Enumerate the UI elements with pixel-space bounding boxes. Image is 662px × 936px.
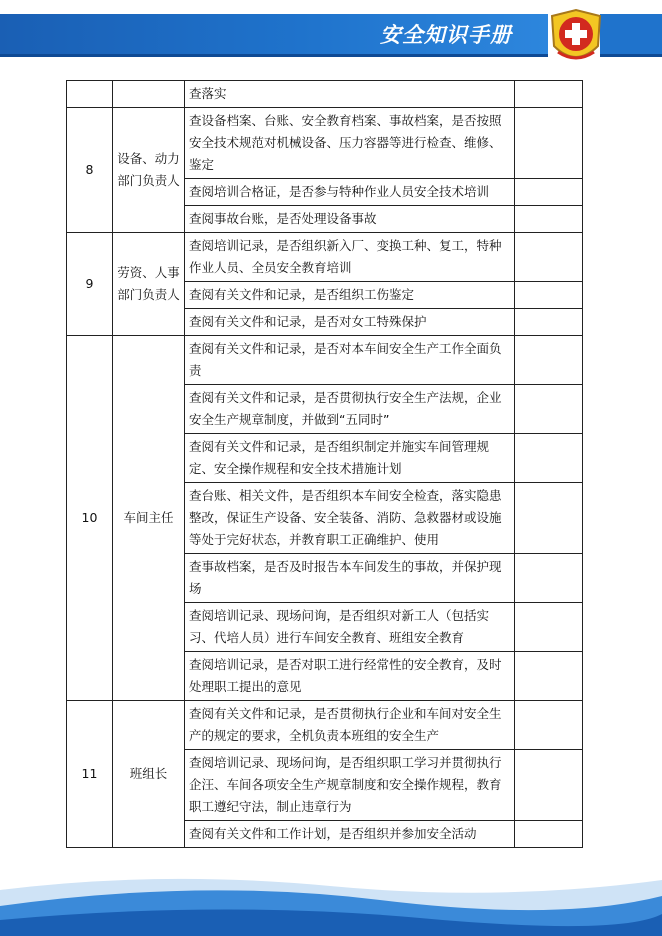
result-cell <box>515 282 583 309</box>
result-cell <box>515 309 583 336</box>
check-item-cell: 查阅有关文件和工作计划，是否组织并参加安全活动 <box>185 821 515 848</box>
check-item-cell: 查阅有关文件和记录，是否对本车间安全生产工作全面负责 <box>185 336 515 385</box>
result-cell <box>515 179 583 206</box>
result-cell <box>515 81 583 108</box>
header-title: 安全知识手册 <box>380 23 512 47</box>
result-cell <box>515 821 583 848</box>
check-item-cell: 查阅事故台账，是否处理设备事故 <box>185 206 515 233</box>
role-cell: 班组长 <box>113 701 185 848</box>
table-row <box>67 81 583 108</box>
result-cell <box>515 652 583 701</box>
result-cell <box>515 385 583 434</box>
red-cross-safety-emblem-icon <box>548 6 604 68</box>
check-item-cell: 查阅培训记录，是否组织新入厂、变换工种、复工，特种作业人员、全员安全教育培训 <box>185 233 515 282</box>
result-cell <box>515 206 583 233</box>
row-number-cell: 9 <box>67 233 113 336</box>
safety-check-table <box>66 80 583 848</box>
check-item-cell: 查落实 <box>185 81 515 108</box>
result-cell <box>515 108 583 179</box>
footer-wave <box>0 860 662 936</box>
check-item-cell: 查阅有关文件和记录，是否组织工伤鉴定 <box>185 282 515 309</box>
result-cell <box>515 233 583 282</box>
role-cell: 车间主任 <box>113 336 185 701</box>
result-cell <box>515 750 583 821</box>
check-item-cell: 查阅培训记录、现场问询，是否组织对新工人（包括实习、代培人员）进行车间安全教育、班组安全教育 <box>185 603 515 652</box>
check-item-cell: 查阅培训合格证，是否参与特种作业人员安全技术培训 <box>185 179 515 206</box>
table-row <box>67 108 583 179</box>
row-number-cell <box>67 81 113 108</box>
check-item-cell: 查阅有关文件和记录，是否对女工特殊保护 <box>185 309 515 336</box>
table-row <box>67 233 583 282</box>
row-number-cell: 11 <box>67 701 113 848</box>
check-item-cell: 查设备档案、台账、安全教育档案、事故档案，是否按照安全技术规范对机械设备、压力容器等进行检查、维修、鉴定 <box>185 108 515 179</box>
row-number-cell: 10 <box>67 336 113 701</box>
table-row <box>67 701 583 750</box>
result-cell <box>515 336 583 385</box>
check-item-cell: 查台账、相关文件，是否组织本车间安全检查，落实隐患整改，保证生产设备、安全装备、消防、急救器材或设施等处于完好状态，并教育职工正确维护、使用 <box>185 483 515 554</box>
table-row <box>67 336 583 385</box>
role-cell: 设备、动力部门负责人 <box>113 108 185 233</box>
check-item-cell: 查阅有关文件和记录，是否贯彻执行企业和车间对安全生产的规定的要求，全机负责本班组的安全生产 <box>185 701 515 750</box>
header-band-right <box>600 14 662 57</box>
row-number-cell: 8 <box>67 108 113 233</box>
role-cell: 劳资、人事部门负责人 <box>113 233 185 336</box>
result-cell <box>515 701 583 750</box>
check-item-cell: 查事故档案，是否及时报告本车间发生的事故，并保护现场 <box>185 554 515 603</box>
page-header <box>0 0 662 70</box>
result-cell <box>515 434 583 483</box>
role-cell <box>113 81 185 108</box>
result-cell <box>515 603 583 652</box>
check-item-cell: 查阅培训记录，是否对职工进行经常性的安全教育，及时处理职工提出的意见 <box>185 652 515 701</box>
check-item-cell: 查阅有关文件和记录，是否组织制定并施实车间管理规定、安全操作规程和安全技术措施计划 <box>185 434 515 483</box>
result-cell <box>515 483 583 554</box>
result-cell <box>515 554 583 603</box>
check-item-cell: 查阅培训记录、现场问询，是否组织职工学习并贯彻执行企汪、车间各项安全生产规章制度和安全操作规程，教育职工遵纪守法，制止违章行为 <box>185 750 515 821</box>
check-item-cell: 查阅有关文件和记录，是否贯彻执行安全生产法规，企业安全生产规章制度，并做到“五同时” <box>185 385 515 434</box>
